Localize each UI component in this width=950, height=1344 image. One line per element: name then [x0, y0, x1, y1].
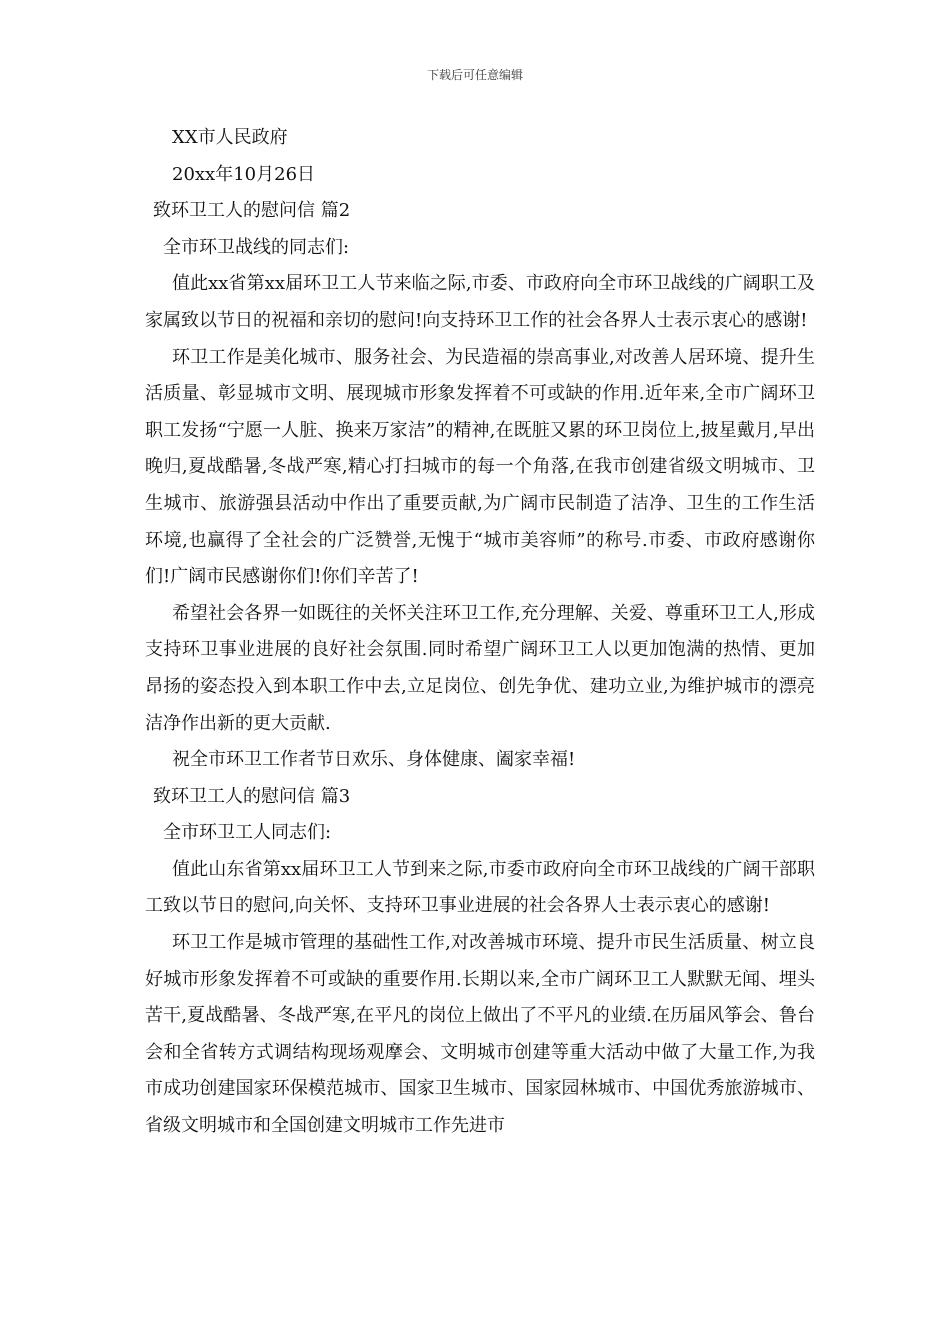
page-header-note: 下载后可任意编辑 — [426, 68, 523, 82]
letter3-greeting: 全市环卫工人同志们: — [163, 822, 332, 844]
letter2-title: 致环卫工人的慰问信 篇2 — [153, 200, 351, 222]
letter2-paragraph: 值此xx省第xx届环卫工人节来临之际,市委、市政府向全市环卫战线的广阔职工及家属致以节日的祝福和亲切的慰问!向支持环卫工作的社会各界人士表示衷心的感谢! — [145, 273, 815, 331]
letter2-paragraph: 环卫工作是美化城市、服务社会、为民造福的崇高事业,对改善人居环境、提升生活质量、彰显城市文明、展现城市形象发挥着不可或缺的作用.近年来,全市广阔环卫职工发扬“宁愿一人脏、换来万家洁”的精神,在既脏又累的环卫岗位上,披星戴月,早出晚归,夏战酷暑,冬战严寒,精心打扫城市的每一个角落,在我市创建省级文明城市、卫生城市、旅游强县活动中作出了重要贡献,为广阔市民制造了洁净、卫生的工作生活环境,也赢得了全社会的广泛赞誉,无愧于“城市美容师”的称号.市委、市政府感谢你们!广阔市民感谢你们!你们辛苦了! — [145, 346, 815, 588]
letter3-paragraph: 值此山东省第xx届环卫工人节到来之际,市委市政府向全市环卫战线的广阔干部职工致以节日的慰问,向关怀、支持环卫事业进展的社会各界人士表示衷心的感谢! — [145, 858, 815, 917]
letter3-paragraph: 环卫工作是城市管理的基础性工作,对改善城市环境、提升市民生活质量、树立良好城市形象发挥着不可或缺的重要作用.长期以来,全市广阔环卫工人默默无闻、埋头苦干,夏战酷暑、冬战严寒,在平凡的岗位上做出了不平凡的业绩.在历届风筝会、鲁台会和全省转方式调结构现场观摩会、文明城市创建等重大活动中做了大量工作,为我市成功创建国家环保模范城市、国家卫生城市、国家园林城市、中国优秀旅游城市、省级文明城市和全国创建文明城市工作先进市 — [145, 932, 815, 1137]
signature-date: 20xx年10月26日 — [172, 163, 316, 185]
letter2-greeting: 全市环卫战线的同志们: — [163, 236, 350, 258]
letter2-paragraph: 希望社会各界一如既往的关怀关注环卫工作,充分理解、关爱、尊重环卫工人,形成支持环卫事业进展的良好社会氛围.同时希望广阔环卫工人以更加饱满的热情、更加昂扬的姿态投入到本职工作中去,立足岗位、创先争优、建功立业,为维护城市的漂亮洁净作出新的更大贡献. — [145, 602, 815, 734]
signature-org: XX市人民政府 — [172, 127, 288, 148]
letter3-title: 致环卫工人的慰问信 篇3 — [153, 785, 351, 807]
document-body — [145, 120, 815, 1145]
letter2-paragraph: 祝全市环卫工作者节日欢乐、身体健康、阖家幸福! — [172, 749, 576, 771]
